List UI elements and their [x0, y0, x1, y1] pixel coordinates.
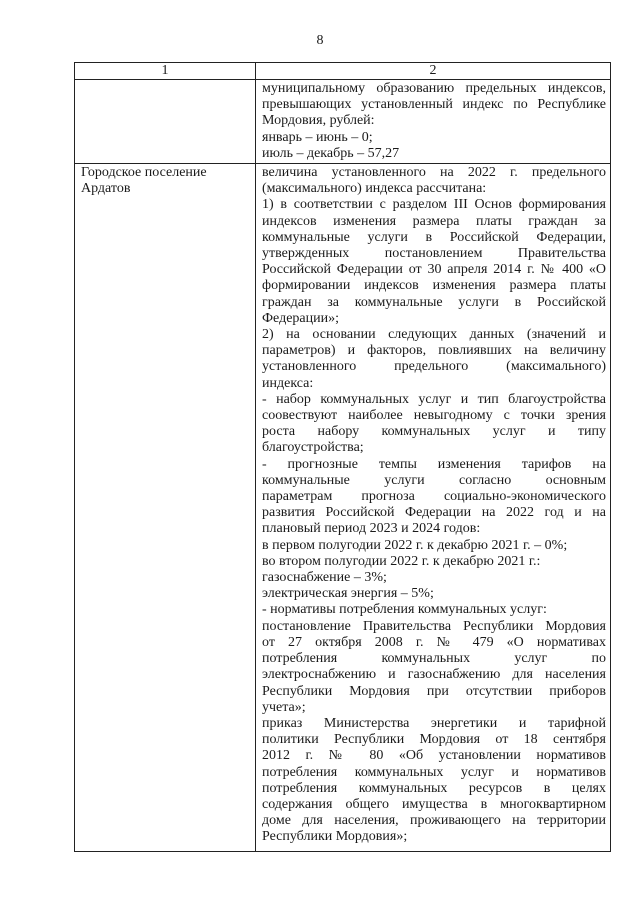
text-line: 2012 г. № 80 «Об установлении нормативов	[262, 748, 606, 764]
municipality-cell	[75, 164, 256, 852]
text-line: потребления коммунальных услуг по	[262, 651, 606, 667]
text-line: июль – декабрь – 57,27	[262, 145, 400, 161]
index-description-text	[262, 165, 606, 846]
text-line: - набор коммунальных услуг и тип благоустройства	[262, 391, 606, 407]
text-line: содержания общего имущества в многоквартирном	[262, 796, 606, 812]
text-line: параметрам прогноза социально-экономического	[262, 489, 606, 505]
text-line: коммунальные услуги в Российской Федерации,	[262, 229, 606, 245]
text-line: граждан за коммунальные услуги в Российской	[262, 294, 606, 310]
text-line: - нормативы потребления коммунальных услуг:	[262, 602, 547, 618]
text-line: - прогнозные темпы изменения тарифов на	[262, 456, 606, 472]
text-line: установленного предельного (максимального)	[262, 359, 606, 375]
continuation-text	[262, 81, 606, 162]
text-line: Российской Федерации от 30 апреля 2014 г. № 400 «О	[262, 262, 606, 278]
table-row-ardatov	[75, 164, 611, 852]
text-line: развития Российской Федерации на 2022 год и на	[262, 505, 606, 521]
text-line: коммунальные услуги согласно основным	[262, 472, 606, 488]
text-line: величина установленного на 2022 г. предельного	[262, 165, 606, 180]
text-line: Республики Мордовия»;	[262, 829, 408, 845]
municipality-name-line: Городское поселение	[81, 165, 207, 180]
text-line: Мордовия, рублей:	[262, 113, 375, 129]
text-line: роста набору коммунальных услуг и типу	[262, 424, 606, 440]
text-line: 2) на основании следующих данных (значений и	[262, 327, 606, 343]
text-line: потребления коммунальных ресурсов в целях	[262, 780, 606, 796]
text-line: доме для населения, проживающего на территории	[262, 813, 606, 829]
table-header-row	[75, 63, 611, 80]
text-line: Республики Мордовия при отсутствии приборов	[262, 683, 606, 699]
text-line: плановый период 2023 и 2024 годов:	[262, 521, 481, 537]
column-1-header: 1	[75, 63, 256, 80]
text-line: соовествуют наиболее невыгодному с точки зрения	[262, 408, 606, 424]
text-line: индекса:	[262, 375, 314, 391]
index-description-cell	[256, 164, 611, 852]
text-line: постановление Правительства Республики Мордовия	[262, 618, 606, 634]
text-line: превышающих установленный индекс по Республике	[262, 97, 606, 113]
text-line: от 27 октября 2008 г. № 479 «О нормативах	[262, 634, 606, 650]
text-line: индексов изменения размера платы граждан за	[262, 213, 606, 229]
text-line: благоустройства;	[262, 440, 364, 456]
text-line: электрическая энергия – 5%;	[262, 586, 434, 602]
text-line: Федерации»;	[262, 310, 340, 326]
text-line: приказ Министерства энергетики и тарифной	[262, 715, 606, 731]
page-number: 8	[316, 33, 324, 48]
text-line: утвержденных постановлением Правительства	[262, 246, 606, 262]
table-row-continuation	[75, 80, 611, 164]
text-line: параметров) и факторов, повлиявших на величину	[262, 343, 606, 359]
text-line: во втором полугодии 2022 г. к декабрю 2021 г.:	[262, 553, 541, 569]
text-line: политики Республики Мордовия от 18 сентября	[262, 732, 606, 748]
text-line: потребления коммунальных услуг и нормативов	[262, 764, 606, 780]
text-line: в первом полугодии 2022 г. к декабрю 2021 г. – 0%;	[262, 537, 568, 553]
text-line: формировании индексов изменения размера платы	[262, 278, 606, 294]
document-table	[74, 62, 611, 852]
continuation-left-cell	[75, 80, 256, 164]
text-line: учета»;	[262, 699, 306, 715]
municipality-name-line: Ардатов	[81, 181, 131, 197]
column-2-header: 2	[256, 63, 611, 80]
text-line: электроснабжению и газоснабжению для населения	[262, 667, 606, 683]
text-line: 1) в соответствии с разделом III Основ формирования	[262, 197, 606, 213]
continuation-right-cell	[256, 80, 611, 164]
text-line: газоснабжение – 3%;	[262, 570, 387, 586]
text-line: январь – июнь – 0;	[262, 129, 373, 145]
text-line: муниципальному образованию предельных индексов,	[262, 81, 606, 96]
text-line: (максимального) индекса рассчитана:	[262, 181, 487, 197]
